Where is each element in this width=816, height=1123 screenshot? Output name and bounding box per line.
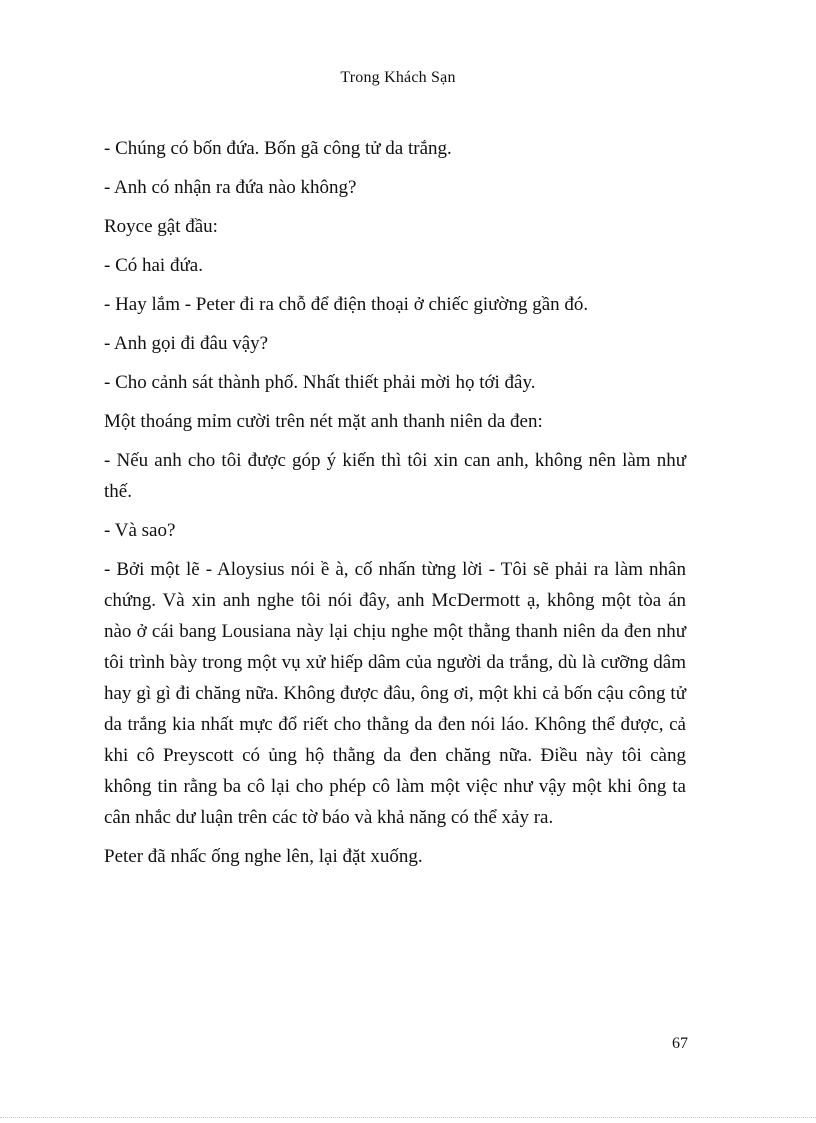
paragraph-11: - Bởi một lẽ - Aloysius nói ề à, cố nhấn từng lời - Tôi sẽ phải ra làm nhân chứng. Và xin anh nghe tôi nói đây, anh McDermott ạ, không một tòa án nào ở cái bang Lousiana này lại chịu nghe một thằng thanh niên da đen như tôi trình bày trong một vụ xử hiếp dâm của người da trắng, dù là cưỡng dâm hay gì gì đi chăng nữa. Không được đâu, ông ơi, một khi cả bốn cậu công tử da trắng kia nhất mực đổ riết cho thằng da đen nói láo. Không thể được, cả khi cô Preyscott có ủng hộ thằng da đen chăng nữa. Điều này tôi càng không tin rằng ba cô lại cho phép cô làm một việc như vậy một khi ông ta cân nhắc dư luận trên các tờ báo và khả năng có thể xảy ra. [104, 559, 686, 828]
paragraph-3: Royce gật đầu: [104, 216, 218, 237]
paragraph-2: - Anh có nhận ra đứa nào không? [104, 177, 357, 198]
body-text [104, 133, 686, 880]
running-header: Trong Khách Sạn [340, 69, 456, 86]
page-number: 67 [672, 1035, 688, 1052]
paragraph-1: - Chúng có bốn đứa. Bốn gã công tử da trắng. [104, 138, 452, 159]
paragraph-9: - Nếu anh cho tôi được góp ý kiến thì tôi xin can anh, không nên làm như thế. [104, 450, 686, 502]
paragraph-5: - Hay lắm - Peter đi ra chỗ để điện thoại ở chiếc giường gần đó. [104, 294, 589, 315]
bottom-divider [0, 1117, 816, 1118]
paragraph-8: Một thoáng mỉm cười trên nét mặt anh thanh niên da đen: [104, 411, 543, 432]
paragraph-6: - Anh gọi đi đâu vậy? [104, 333, 269, 354]
paragraph-7: - Cho cảnh sát thành phố. Nhất thiết phải mời họ tới đây. [104, 372, 536, 393]
paragraph-4: - Có hai đứa. [104, 255, 203, 276]
paragraph-10: - Và sao? [104, 520, 176, 541]
paragraph-12: Peter đã nhấc ống nghe lên, lại đặt xuống. [104, 846, 423, 867]
